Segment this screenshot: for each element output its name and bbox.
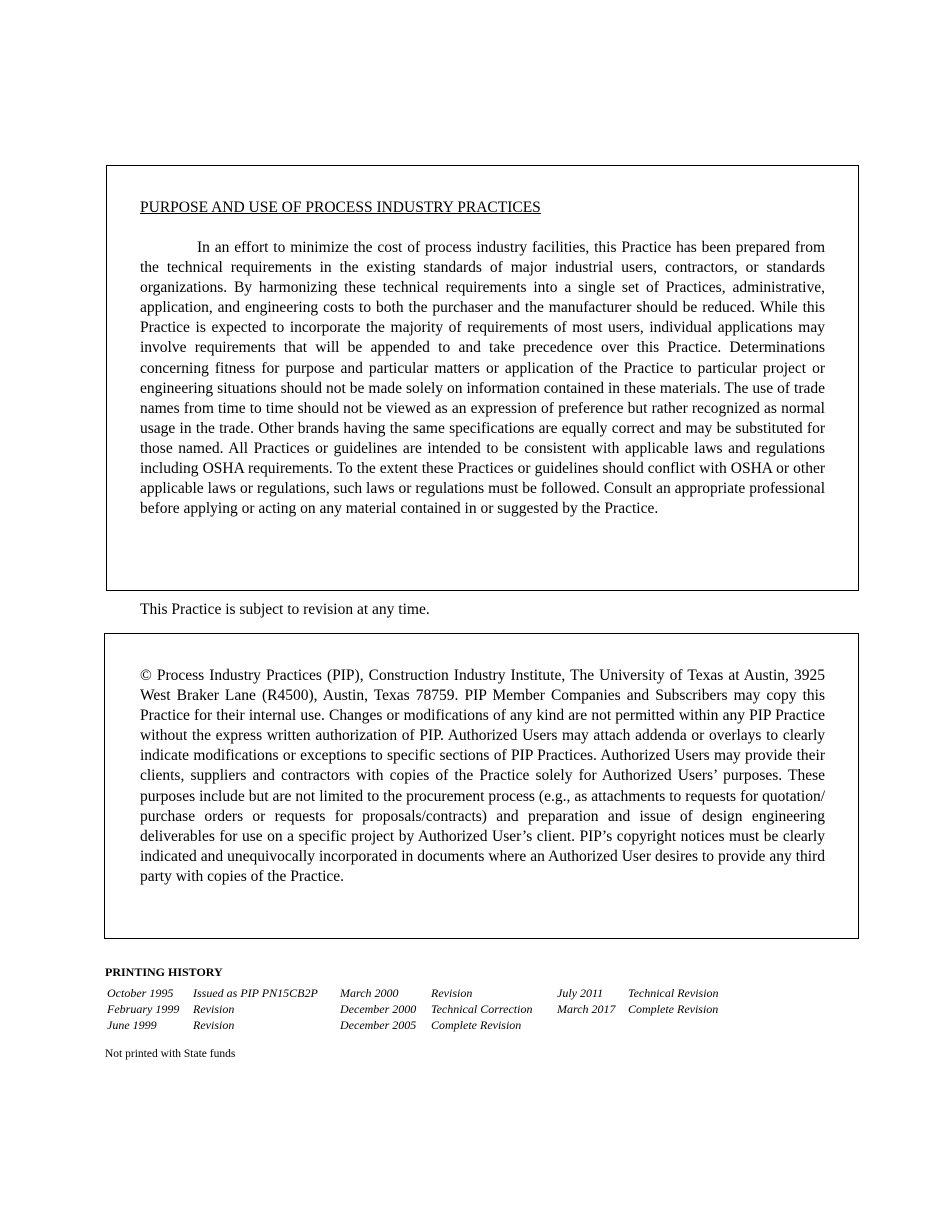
history-date: October 1995 xyxy=(107,986,174,1000)
printing-history-column-3 xyxy=(557,985,719,1017)
history-event: Complete Revision xyxy=(628,1002,719,1016)
history-entry xyxy=(340,1001,532,1017)
printing-history-column-1 xyxy=(107,985,318,1033)
history-entry xyxy=(107,1017,318,1033)
history-entry xyxy=(557,985,719,1001)
history-event: Revision xyxy=(431,986,473,1000)
printing-history-column-2 xyxy=(340,985,532,1033)
copyright-box xyxy=(104,633,859,939)
history-date: December 2000 xyxy=(340,1002,417,1016)
history-event: Issued as PIP PN15CB2P xyxy=(193,986,318,1000)
history-event: Revision xyxy=(193,1018,235,1032)
history-date: February 1999 xyxy=(107,1002,180,1016)
history-date: June 1999 xyxy=(107,1018,157,1032)
history-event: Complete Revision xyxy=(431,1018,522,1032)
history-date: December 2005 xyxy=(340,1018,417,1032)
history-event: Revision xyxy=(193,1002,235,1016)
purpose-box xyxy=(106,165,859,591)
purpose-body: In an effort to minimize the cost of process industry facilities, this Practice has been prepared from the technical requirements in the existing standards of major industrial users, contractors, or standards organizations. By harmonizing these technical requirements into a single set of Practices, administrative, application, and engineering costs to both the purchaser and the manufacturer should be reduced. While this Practice is expected to incorporate the majority of requirements of most users, individual applications may involve requirements that will be appended to and take precedence over this Practice. Determinations concerning fitness for purpose and particular matters or application of the Practice to particular project or engineering situations should not be made solely on information contained in these materials. The use of trade names from time to time should not be viewed as an expression of preference but rather recognized as normal usage in the trade. Other brands having the same specifications are equally correct and may be substituted for those named. All Practices or guidelines are intended to be consistent with applicable laws and regulations including OSHA requirements. To the extent these Practices or guidelines should conflict with OSHA or other applicable laws or regulations, such laws or regulations must be followed. Consult an appropriate professional before applying or acting on any material contained in or suggested by the Practice. xyxy=(140,239,825,518)
history-entry xyxy=(557,1001,719,1017)
copyright-body: © Process Industry Practices (PIP), Construction Industry Institute, The University of Texas at Austin, 3925 West Braker Lane (R4500), Austin, Texas 78759. PIP Member Companies and Subscribers may copy this Practice for their internal use. Changes or modifications of any kind are not permitted within any PIP Practice without the express written authorization of PIP. Authorized Users may attach addenda or overlays to clearly indicate modifications or exceptions to specific sections of PIP Practices. Authorized Users may provide their clients, suppliers and contractors with copies of the Practice solely for Authorized Users’ purposes. These purposes include but are not limited to the procurement process (e.g., as attachments to requests for quotation/ purchase orders or requests for proposals/contracts) and preparation and issue of design engineering deliverables for use on a specific project by Authorized User’s client. PIP’s copyright notices must be clearly indicated and unequivocally incorporated in documents where an Authorized User desires to provide any third party with copies of the Practice. xyxy=(140,667,825,885)
revision-note: This Practice is subject to revision at any time. xyxy=(140,601,430,618)
footer-note: Not printed with State funds xyxy=(105,1048,236,1060)
history-entry xyxy=(107,1001,318,1017)
history-entry xyxy=(340,985,532,1001)
history-event: Technical Correction xyxy=(431,1002,533,1016)
history-event: Technical Revision xyxy=(628,986,719,1000)
history-date: March 2000 xyxy=(340,986,399,1000)
history-entry xyxy=(107,985,318,1001)
history-entry xyxy=(340,1017,532,1033)
history-date: March 2017 xyxy=(557,1002,616,1016)
history-date: July 2011 xyxy=(557,986,604,1000)
printing-history-heading: PRINTING HISTORY xyxy=(105,965,223,979)
purpose-title: PURPOSE AND USE OF PROCESS INDUSTRY PRACTICES xyxy=(140,199,541,216)
